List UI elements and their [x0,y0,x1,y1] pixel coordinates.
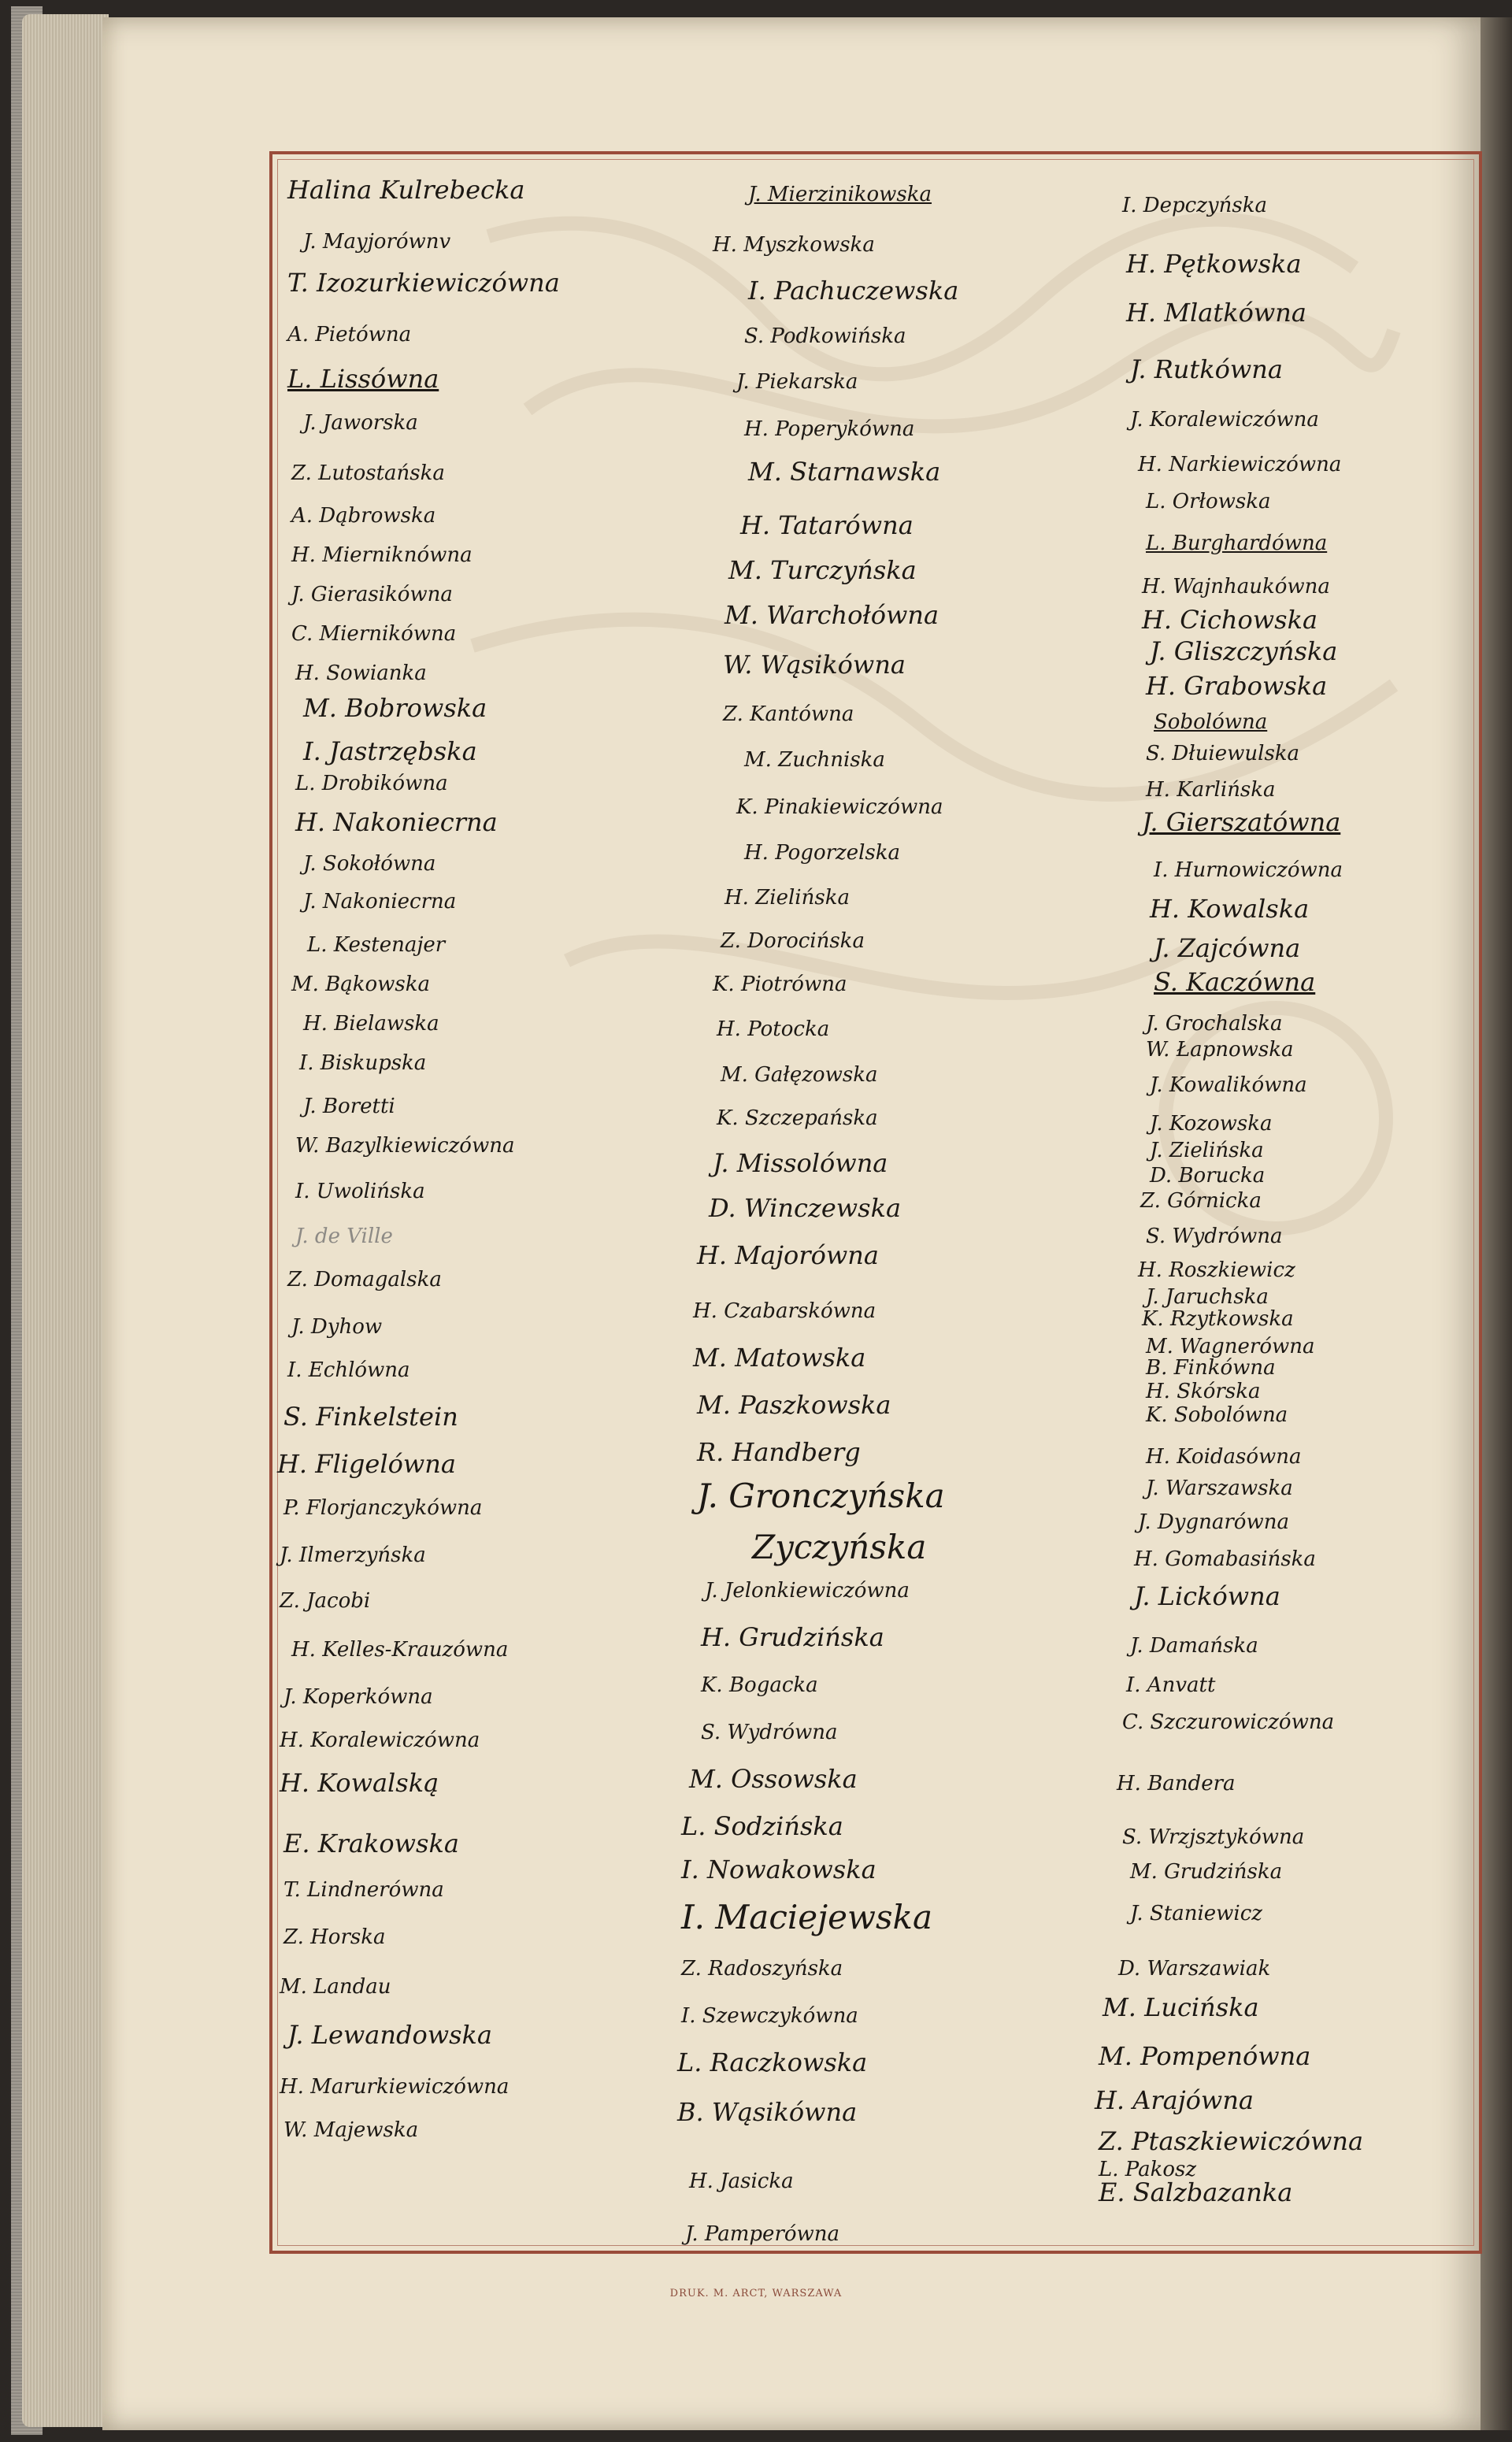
signature: C. Miernikówna [291,622,457,646]
signature: T. Lindnerówna [284,1878,444,1902]
signature: M. Starnawska [748,457,941,487]
signature: S. Kaczówna [1154,967,1316,997]
signature: J. Koperkówna [284,1685,433,1709]
signature: H. Kelles-Krauzówna [291,1638,509,1662]
signature: S. Podkowińska [744,324,906,348]
signature: Z. Dorocińska [721,929,865,953]
signature: I. Echlówna [287,1358,410,1382]
signature: J. Grochalska [1146,1012,1283,1036]
signature: H. Grabowska [1146,671,1328,701]
signature: H. Potocka [717,1017,830,1041]
signature: J. Lewandowska [287,2020,492,2050]
signature: J. Mayjorównv [303,230,451,254]
signature: L. Lissówna [287,364,439,394]
signature: H. Narkiewiczówna [1138,453,1342,476]
signature: P. Florjanczykówna [284,1496,483,1520]
signature: Zyczyńska [752,1528,927,1566]
signature: J. Sokołówna [303,852,436,876]
signature: H. Marurkiewiczówna [280,2075,510,2099]
signature: Halina Kulrebecka [287,175,525,205]
signature: J. Jelonkiewiczówna [705,1579,910,1603]
signature: M. Gałęzowska [721,1063,878,1087]
signature: L. Burghardówna [1146,532,1328,555]
signature: H. Koralewiczówna [280,1729,480,1752]
signature: J. Pamperówna [685,2222,840,2246]
signature: K. Sobolówna [1146,1403,1288,1427]
signature: J. Dygnarówna [1138,1510,1289,1534]
signature: J. Missolówna [713,1148,888,1178]
signature: J. Boretti [303,1095,395,1118]
signature: H. Nakoniecrna [295,807,498,837]
signature: H. Mierniknówna [291,543,472,567]
signature: J. Kowalikówna [1150,1073,1307,1097]
signature: I. Pachuczewska [748,276,959,306]
signature: J. Piekarska [736,370,858,394]
signature: M. Bąkowska [291,973,431,996]
signature: T. Izozurkiewiczówna [287,268,560,298]
signature: S. Finkelstein [284,1402,458,1432]
signature: E. Salzbazanka [1099,2177,1293,2207]
signature: I. Hurnowiczówna [1154,858,1343,882]
signature: H. Pogorzelska [744,841,901,865]
signature: Z. Ptaszkiewiczówna [1099,2126,1364,2156]
signature: J. Koralewiczówna [1130,408,1319,432]
signature: J. Gierasikówna [291,583,453,606]
signature: H. Arajówna [1095,2085,1254,2115]
signature: H. Tatarówna [740,510,914,540]
signature: S. Wrzjsztykówna [1122,1825,1305,1849]
book-page-edges [22,14,109,2427]
signature: J. Ilmerzyńska [280,1543,426,1567]
signature: H. Pętkowska [1126,249,1302,279]
signature: H. Bielawska [303,1012,439,1036]
signature: J. Warszawska [1146,1477,1293,1500]
signature: B. Finkówna [1146,1356,1276,1380]
signature: M. Ossowska [689,1764,858,1794]
signature: Z. Górnicka [1140,1189,1262,1213]
signature: H. Grudzińska [701,1622,884,1652]
signature: A. Pietówna [287,323,412,346]
signature: K. Bogacka [701,1673,818,1697]
signature: Z. Domagalska [287,1268,442,1291]
signature: H. Karlińska [1146,778,1276,802]
signature: L. Sodzińska [681,1811,843,1841]
signature: H. Czabarskówna [693,1299,876,1323]
signature: J. Nakoniecrna [303,890,457,913]
signature: W. Majewska [284,2118,419,2142]
signature: J. Dyhow [291,1315,383,1339]
signature: I. Nowakowska [681,1855,876,1884]
signature: M. Grudzińska [1130,1860,1283,1884]
signature: I. Jastrzębska [303,736,477,766]
signature: H. Mlatkówna [1126,298,1306,328]
signature: K. Rzytkowska [1142,1307,1294,1331]
signature: Z. Horska [284,1925,386,1949]
signature: Z. Jacobi [280,1589,371,1613]
signature: I. Szewczykówna [681,2004,858,2028]
signature: Sobolówna [1154,710,1268,734]
signature: J. Jaruchska [1146,1285,1269,1309]
signature: H. Roszkiewicz [1138,1258,1295,1282]
signature: M. Lucińska [1102,1992,1259,2022]
signature: H. Cichowska [1142,605,1318,635]
page-gutter-shadow [1480,17,1512,2430]
signature: M. Warchołówna [724,600,939,630]
signature: M. Turczyńska [728,555,917,585]
signature: L. Raczkowska [677,2047,868,2077]
signature: H. Zielińska [724,886,850,910]
signature: J. Mierzinikowska [748,183,932,206]
signature: A. Dąbrowska [291,504,436,528]
signature: H. Koidasówna [1146,1445,1302,1469]
signature: J. Gierszatówna [1142,807,1341,837]
signature: D. Borucka [1150,1164,1266,1188]
signature: S. Wydrówna [1146,1225,1283,1248]
signature: I. Depczyńska [1122,194,1267,217]
signature: M. Landau [280,1975,391,1999]
signature: J. Jaworska [303,411,418,435]
signature: M. Pompenówna [1099,2041,1311,2071]
signature: J. Lickówna [1134,1581,1280,1611]
signature: I. Anvatt [1126,1673,1216,1697]
signature: L. Pakosz [1099,2158,1197,2181]
signature: H. Bandera [1117,1772,1236,1795]
signature: Z. Kantówna [723,702,854,726]
signature: H. Wajnhaukówna [1142,575,1330,598]
signature: W. Wąsikówna [723,650,906,680]
signature: H. Kowalska [1150,894,1310,924]
signature: M. Wagnerówna [1146,1335,1315,1358]
signature: J. Gliszczyńska [1150,636,1338,666]
signature: M. Zuchniska [744,748,885,772]
signature: Z. Radoszyńska [681,1957,843,1981]
signature: L. Orłowska [1146,490,1271,513]
signature: S. Wydrówna [701,1721,838,1744]
printer-credit: DRUK. M. ARCT, WARSZAWA [669,2288,843,2299]
signature: H. Kowalską [280,1768,439,1798]
signature: W. Łapnowska [1146,1038,1294,1062]
signature: K. Pinakiewiczówna [736,795,943,819]
signature: L. Kestenajer [307,933,446,957]
signature: L. Drobikówna [295,772,448,795]
signature: W. Bazylkiewiczówna [295,1134,515,1158]
signature: H. Myszkowska [713,233,875,257]
signature: H. Sowianka [295,661,427,685]
signature: J. Zajcówna [1154,933,1301,963]
signature: C. Szczurowiczówna [1122,1710,1335,1734]
signature: M. Bobrowska [303,693,487,723]
signature: J. Gronczyńska [697,1477,945,1515]
signature: B. Wąsikówna [677,2097,858,2127]
signature: M. Paszkowska [697,1390,891,1420]
signature: J. de Ville [295,1225,393,1248]
signature: E. Krakowska [284,1829,459,1858]
signature: R. Handberg [697,1437,861,1467]
signature: H. Skórska [1146,1380,1261,1403]
signature: H. Jasicka [689,2170,794,2193]
signature: J. Rutkówna [1130,354,1283,384]
signature: I. Uwolińska [295,1180,425,1203]
signature: I. Maciejewska [681,1898,933,1936]
signature: J. Damańska [1130,1634,1258,1658]
signature: J. Zielińska [1150,1139,1264,1162]
signature: K. Szczepańska [717,1106,878,1130]
signature: I. Biskupska [299,1051,427,1075]
signature: H. Poperykówna [744,417,915,441]
signature: H. Fligelówna [277,1449,456,1479]
signature: S. Dłuiewulska [1146,742,1300,765]
signature: J. Kozowska [1150,1112,1273,1136]
signature: J. Staniewicz [1130,1902,1262,1925]
signature: H. Majorówna [697,1240,879,1270]
signature: D. Warszawiak [1118,1957,1271,1981]
signature: K. Piotrówna [713,973,847,996]
signature: M. Matowska [693,1343,866,1373]
signature: D. Winczewska [709,1193,902,1223]
signature: H. Gomabasińska [1134,1547,1316,1571]
signature: Z. Lutostańska [291,461,445,485]
